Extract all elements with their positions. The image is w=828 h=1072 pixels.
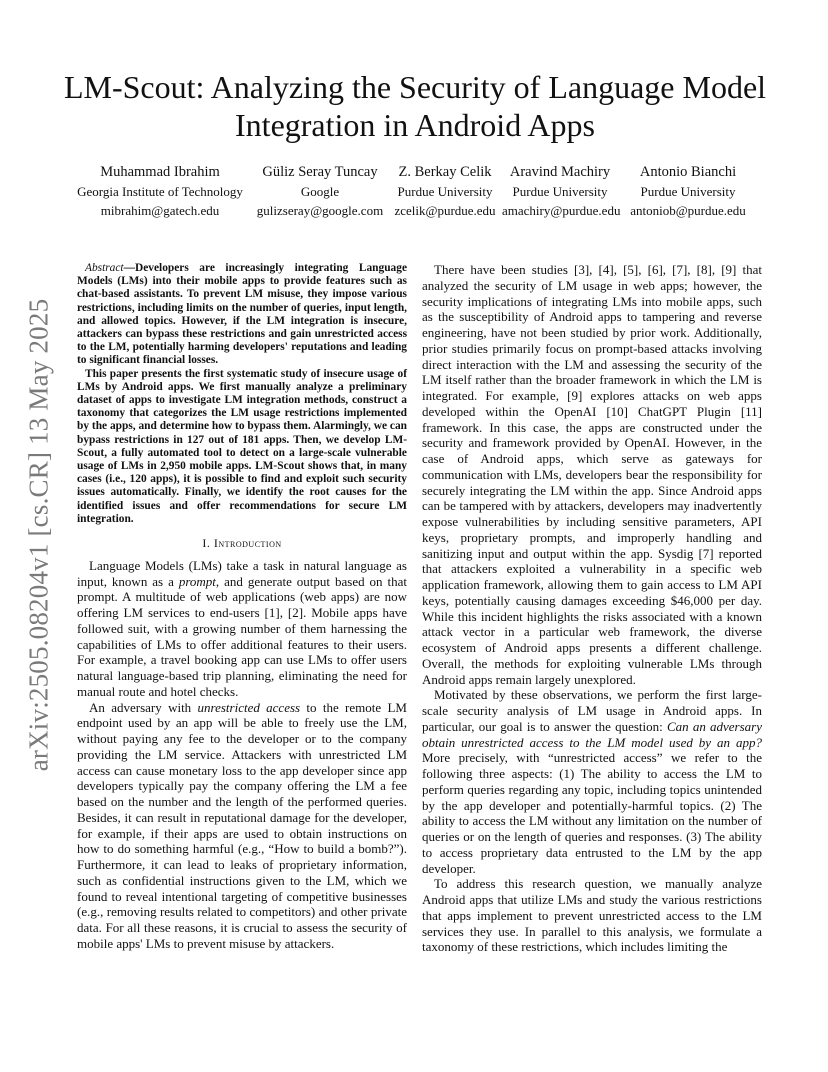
author-1	[70, 162, 250, 220]
author-2	[252, 162, 388, 220]
intro-paragraph-3: There have been studies [3], [4], [5], [6], [7], [8], [9] that analyzed the security of LM usage in web apps; however, the security implications of integrating LMs into mobile apps, such as the susceptibility of Android apps to tampering and reverse engineering, have not been studied by prior work. Additionally, prior studies primarily focus on prompt-based attacks involving direct interaction with the LM and assessing the security of the LM itself rather than the broader framework in which the LM is integrated. For example, [9] explores attacks on web apps developed within the OpenAI [10] ChatGPT Plugin [11] framework. In this case, the apps are constructed under the security and framework provided by OpenAI. However, in the case of Android apps, which serve as gateways for communication with LMs, developers bear the responsibility for securely integrating the LM within the app. Since Android apps can be tampered with by attackers, developers may inadvertently expose vulnerabilities by including sensitive parameters, API keys, proprietary prompts, and improperly handling and sanitizing input and output within the app. Sysdig [7] reported that attackers exploited a vulnerability in a specific web application framework, allowing them to gain access to LM API keys, potentially causing damages exceeding $46,000 per day. While this incident highlights the risks associated with a known attack vector in a particular web framework, the diverse ecosystem of Android apps presents a different challenge. Overall, the methods for exploiting vulnerable LMs through Android apps remain largely unexplored.	[422, 262, 762, 687]
section-heading-introduction: I. Introduction	[202, 536, 282, 551]
author-4	[502, 162, 621, 220]
author-3	[390, 162, 500, 220]
arxiv-identifier	[24, 290, 54, 780]
intro-paragraph-1: Language Models (LMs) take a task in natural language as input, known as a prompt, and generate output based on that prompt. A multitude of web applications (web apps) are now offering LM services to end-users [1], [2]. Mobile apps have followed suit, with a growing number of them harnessing the capabilities of LMs to offer additional features to their users. For example, a travel booking app can use LMs to offer users natural language-based trip planning, eliminating the need for manual route and hotel checks.	[77, 557, 408, 699]
right-column	[422, 262, 762, 955]
author-5	[620, 162, 756, 220]
author-block	[60, 162, 770, 222]
author-name: Güliz Seray Tuncay	[262, 164, 378, 180]
abstract	[77, 262, 407, 526]
abstract-label: Abstract	[85, 262, 124, 274]
author-affiliation: Purdue University	[512, 184, 608, 199]
author-name: Z. Berkay Celik	[398, 164, 492, 180]
intro-paragraph-5: To address this research question, we manually analyze Android apps that utilize LMs and study the various restrictions that apps implement to prevent unrestricted access to the LM services they use. In parallel to this analysis, we formulate a taxonomy of these restrictions, which includes limiting the	[422, 876, 762, 955]
author-email[interactable]: gulizseray@google.com	[256, 203, 384, 218]
arxiv-identifier-text: arXiv:2505.08204v1 [cs.CR] 13 May 2025	[23, 298, 54, 772]
author-affiliation: Google	[300, 184, 340, 199]
left-column	[77, 262, 407, 952]
paper-title: LM-Scout: Analyzing the Security of Language Model Integration in Android Apps	[63, 69, 767, 143]
author-affiliation: Purdue University	[640, 184, 736, 199]
author-name: Aravind Machiry	[509, 164, 611, 180]
author-email[interactable]: zcelik@purdue.edu	[394, 203, 496, 218]
intro-paragraph-4: Motivated by these observations, we perform the first large-scale security analysis of LM usage in Android apps. In particular, our goal is to answer the question: Can an adversary obtain unrestricted access to the LM model used by an app? More precisely, with “unrestricted access” we refer to the following three aspects: (1) The ability to access the LM to perform queries regarding any topic, including topics unintended by the app developer and potentially-harmful topics. (2) The ability to access the LM without any limitation on the number of queries or on the length of queries and responses. (3) The ability to access proprietary data entrusted to the LM by the app developer.	[422, 687, 762, 876]
author-affiliation: Georgia Institute of Technology	[77, 184, 243, 199]
abstract-paragraph-2: This paper presents the first systematic study of insecure usage of LMs by Android apps. We first manually analyze a preliminary dataset of apps to investigate LM integration methods, construct a taxonomy that categorizes the LM usage restrictions implemented by the apps, and determine how to bypass them. Alarmingly, we can bypass restrictions in 127 out of 181 apps. Then, we develop LM-Scout, a fully automated tool to detect on a large-scale vulnerable usage of LMs in 2,950 mobile apps. LM-Scout shows that, in many cases (i.e., 120 apps), it is possible to find and exploit such security issues automatically. Finally, we identify the root causes for the identified issues and offer recommendations for secure LM integration.	[77, 367, 407, 525]
abstract-paragraph-1: Abstract—Developers are increasingly integrating Language Models (LMs) into their mobile apps to provide features such as chat-based assistants. To prevent LM misuse, they impose various restrictions, including limits on the number of queries, input length, and allowed topics. However, if the LM integration is insecure, attackers can bypass these restrictions and gain unrestricted access to the LM, potentially harming developers' reputations and leading to significant financial losses.	[77, 262, 407, 367]
author-name: Antonio Bianchi	[639, 164, 737, 180]
author-email[interactable]: mibrahim@gatech.edu	[100, 203, 220, 218]
author-affiliation: Purdue University	[397, 184, 493, 199]
author-email[interactable]: amachiry@purdue.edu	[502, 203, 621, 218]
author-email[interactable]: antoniob@purdue.edu	[630, 203, 746, 218]
intro-paragraph-2: An adversary with unrestricted access to the remote LM endpoint used by an app will be able to freely use the LM, without paying any fee to the developer or to the company providing the LM service. Attackers with unrestricted LM access can cause monetary loss to the app developer since app developers typically pay the company offering the LM a fee based on the number and the length of the performed queries. Besides, it can result in reputational damage for the developer, for example, if their apps are used to obtain instructions on how to do something harmful (e.g., “How to build a bomb?”). Furthermore, it can lead to leaks of proprietary information, such as confidential instructions given to the LM, which we found to reveal intentional targeting of competitive businesses (e.g., removing results related to competitors) and other private data. For all these reasons, it is crucial to assess the security of mobile apps' LMs to prevent misuse by attackers.	[77, 699, 407, 951]
author-name: Muhammad Ibrahim	[100, 164, 220, 180]
